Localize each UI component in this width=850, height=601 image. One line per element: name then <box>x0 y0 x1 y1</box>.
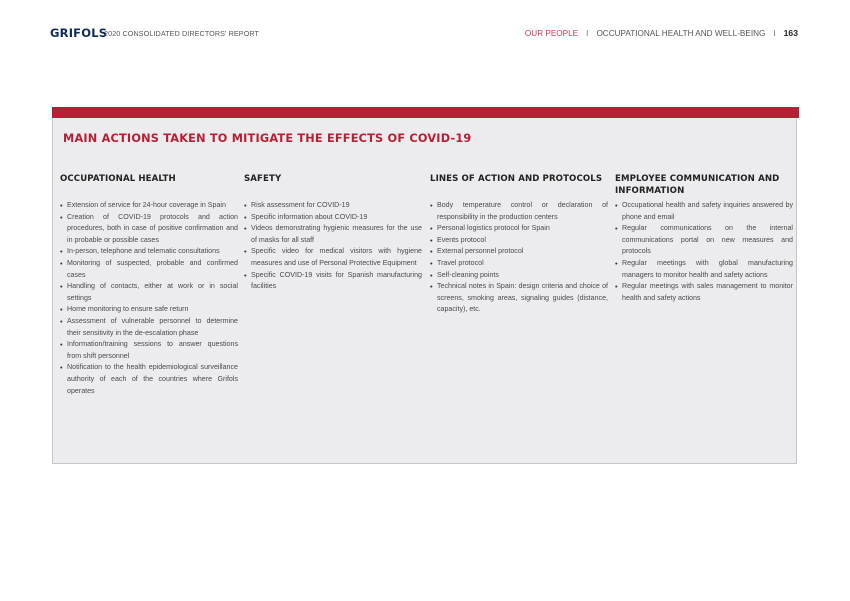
list-item-text: Monitoring of suspected, probable and confirmed cases <box>67 258 238 279</box>
list-item <box>60 304 238 316</box>
bullet-icon: • <box>60 201 63 210</box>
bullet-icon: • <box>60 258 63 268</box>
column-employee-communication <box>615 173 793 304</box>
list-item-text: Regular communications on the internal communications portal on new measures and protocols <box>622 224 793 256</box>
column-safety <box>244 173 422 293</box>
list-item <box>244 246 422 269</box>
list-item-text: Home monitoring to ensure safe return <box>67 305 189 314</box>
section-label: OUR PEOPLE <box>524 29 579 38</box>
list-item-text: Body temperature control or declaration of responsibility in the production centers <box>437 201 608 221</box>
list-item-text: Notification to the health epidemiological surveillance authority of each of the countries where Grifols operates <box>67 363 238 395</box>
list-item-text: Travel protocol <box>437 258 484 267</box>
list-item <box>60 281 238 304</box>
list-item-text: Events protocol <box>437 235 486 244</box>
bullet-icon: • <box>60 316 63 326</box>
list-item <box>615 281 793 304</box>
bullet-icon: • <box>60 282 63 292</box>
grifols-logo: GRIFOLS <box>50 26 108 40</box>
bullet-icon: • <box>430 270 433 280</box>
list-item <box>244 200 422 212</box>
bullet-icon: • <box>244 270 247 280</box>
bullet-icon: • <box>615 201 618 210</box>
list-item-text: Creation of COVID-19 protocols and action procedures, both in case of positive confirmation and in probable or possible cases <box>67 212 238 244</box>
list-item-text: Occupational health and safety inquiries answered by phone and email <box>622 201 793 221</box>
page-number: 163 <box>783 28 798 38</box>
bullet-icon: • <box>615 258 618 268</box>
list-item <box>60 246 238 258</box>
list-item <box>615 200 793 223</box>
bullet-icon: • <box>60 340 63 350</box>
bullet-icon: • <box>615 282 618 292</box>
bullet-icon: • <box>244 224 247 234</box>
list-item-text: Assessment of vulnerable personnel to determine their sensitivity in the de-escalation phase <box>67 316 238 337</box>
breadcrumb-separator: I <box>586 29 589 38</box>
page-separator: I <box>773 29 776 38</box>
column-heading: EMPLOYEE COMMUNICATION AND INFORMATION <box>615 174 780 196</box>
bullet-icon: • <box>60 305 63 315</box>
list-item-text: Videos demonstrating hygienic measures for the use of masks for all staff <box>251 224 422 244</box>
list-item <box>60 212 238 247</box>
list-item-text: Specific COVID-19 visits for Spanish manufacturing facilities <box>251 270 422 291</box>
list-item-text: Risk assessment for COVID-19 <box>251 201 350 209</box>
list-item <box>430 281 608 316</box>
list-item <box>615 223 793 258</box>
list-item-text: Extension of service for 24-hour coverage in Spain <box>67 201 226 209</box>
list-item <box>430 200 608 223</box>
list-item <box>244 212 422 224</box>
bullet-icon: • <box>430 258 433 268</box>
list-item-text: Technical notes in Spain: design criteria and choice of screens, smoking areas, signaling guides (distance, capacity), etc. <box>437 282 608 314</box>
list-item <box>430 223 608 235</box>
action-list <box>430 200 608 316</box>
list-item-text: Regular meetings with global manufacturing managers to monitor health and safety actions <box>622 258 793 279</box>
list-item-text: Specific information about COVID-19 <box>251 212 368 221</box>
list-item-text: Self-cleaning points <box>437 270 499 279</box>
list-item-text: Information/training sessions to answer questions from shift personnel <box>67 340 238 360</box>
page-header <box>0 0 850 50</box>
bullet-icon: • <box>430 201 433 210</box>
list-item <box>60 316 238 339</box>
bullet-icon: • <box>244 212 247 222</box>
list-item <box>60 339 238 362</box>
bullet-icon: • <box>430 224 433 234</box>
list-item <box>60 258 238 281</box>
column-heading: SAFETY <box>244 174 282 184</box>
column-lines-of-action <box>430 173 608 316</box>
bullet-icon: • <box>60 212 63 222</box>
list-item <box>615 258 793 281</box>
list-item-text: External personnel protocol <box>437 247 524 256</box>
list-item-text: Specific video for medical visitors with hygiene measures and use of Personal Protective Equipment <box>251 247 422 267</box>
panel-title: MAIN ACTIONS TAKEN TO MITIGATE THE EFFECTS OF COVID-19 <box>63 132 472 145</box>
covid-actions-panel <box>52 107 797 464</box>
bullet-icon: • <box>430 247 433 257</box>
list-item <box>430 270 608 282</box>
list-item <box>60 362 238 397</box>
panel-accent-bar <box>52 107 799 118</box>
report-title: 2020 CONSOLIDATED DIRECTORS' REPORT <box>104 29 260 38</box>
section-breadcrumb <box>525 28 798 38</box>
bullet-icon: • <box>430 235 433 245</box>
list-item-text: In-person, telephone and telematic consultations <box>67 247 220 256</box>
list-item <box>430 246 608 258</box>
action-list <box>244 200 422 293</box>
list-item-text: Personal logistics protocol for Spain <box>437 224 550 233</box>
column-heading: LINES OF ACTION AND PROTOCOLS <box>430 174 603 184</box>
list-item <box>430 258 608 270</box>
list-item <box>244 223 422 246</box>
action-list <box>615 200 793 304</box>
subsection-label: OCCUPATIONAL HEALTH AND WELL-BEING <box>596 29 766 38</box>
column-occupational-health <box>60 173 238 397</box>
action-list <box>60 200 238 397</box>
list-item <box>244 270 422 293</box>
bullet-icon: • <box>244 247 247 257</box>
list-item-text: Regular meetings with sales management to monitor health and safety actions <box>622 282 793 302</box>
column-heading: OCCUPATIONAL HEALTH <box>60 174 176 184</box>
bullet-icon: • <box>615 224 618 234</box>
list-item <box>430 235 608 247</box>
bullet-icon: • <box>60 363 63 373</box>
bullet-icon: • <box>60 247 63 257</box>
list-item-text: Handling of contacts, either at work or in social settings <box>67 282 238 302</box>
bullet-icon: • <box>430 282 433 292</box>
list-item <box>60 200 238 212</box>
bullet-icon: • <box>244 201 247 210</box>
